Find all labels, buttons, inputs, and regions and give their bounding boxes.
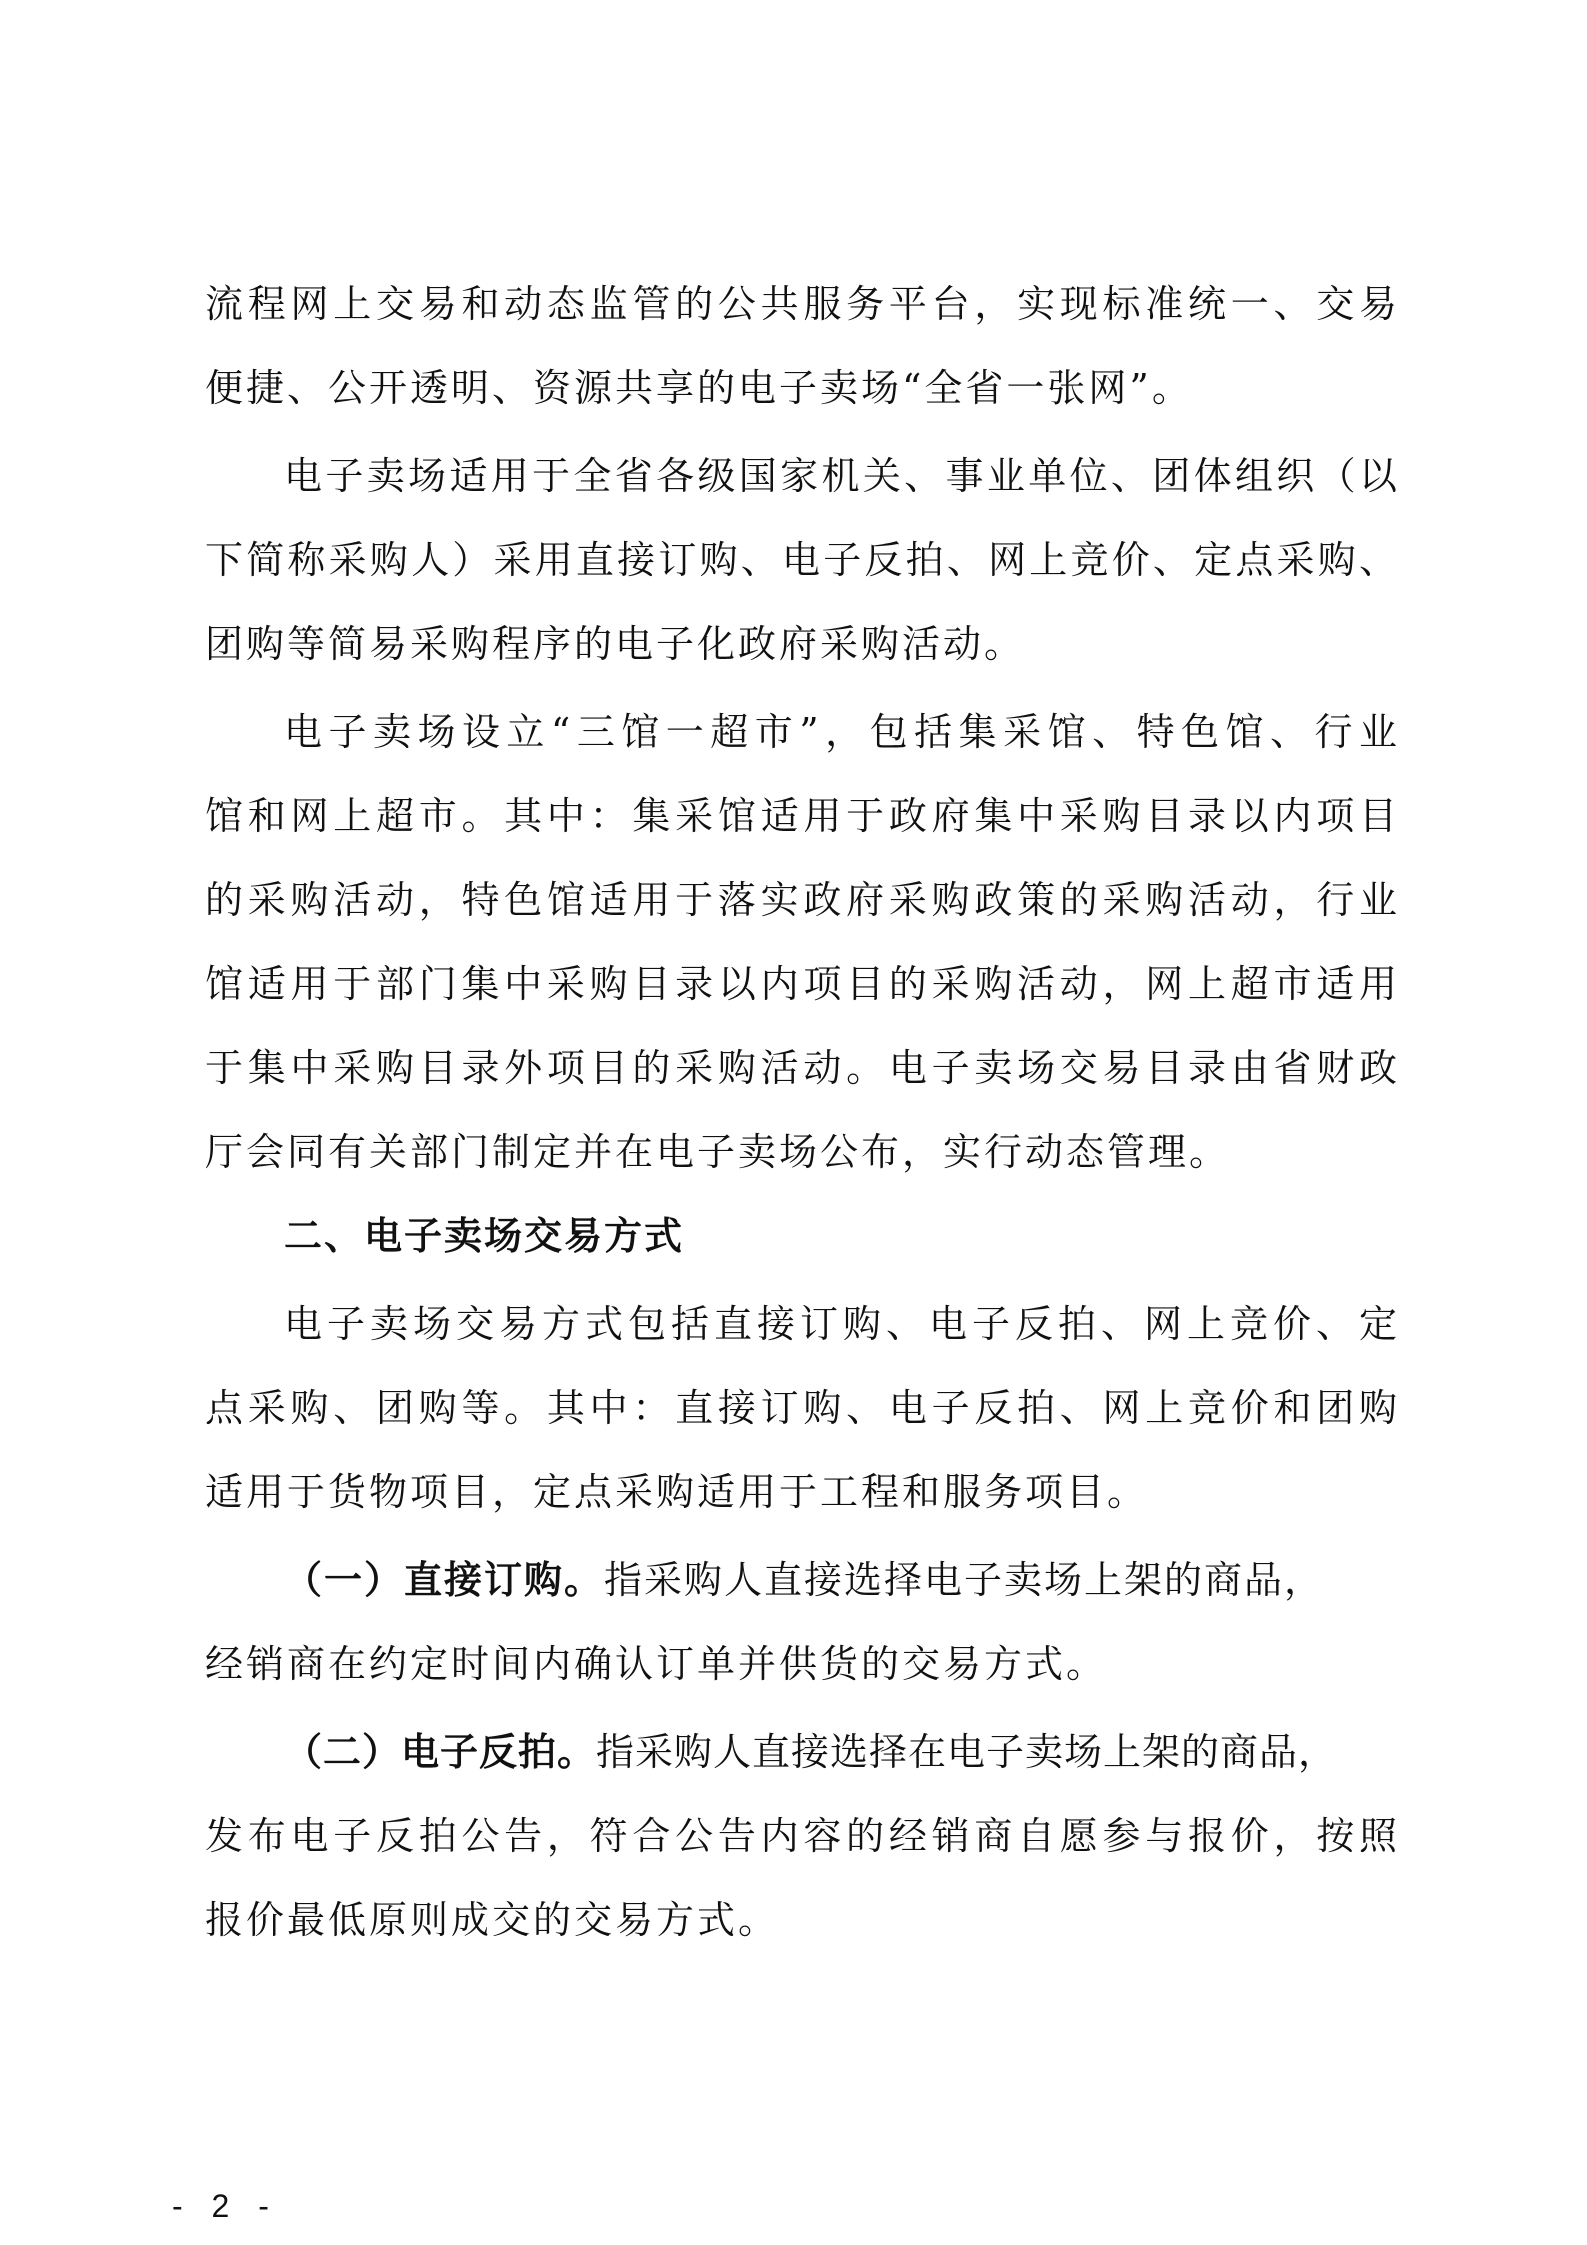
document-page	[205, 262, 1397, 1962]
paragraph-line: 于集中采购目录外项目的采购活动。电子卖场交易目录由省财政	[205, 1046, 1397, 1090]
item-label: （一）直接订购。	[284, 1558, 605, 1602]
paragraph-line: 电子卖场设立“三馆一超市”，包括集采馆、特色馆、行业	[284, 710, 1397, 754]
paragraph-line: 下简称采购人）采用直接订购、电子反拍、网上竞价、定点采购、	[205, 538, 1397, 582]
paragraph-line: 电子卖场交易方式包括直接订购、电子反拍、网上竞价、定	[284, 1302, 1397, 1346]
paragraph-line: 电子卖场适用于全省各级国家机关、事业单位、团体组织（以	[284, 454, 1397, 498]
list-item-direct-order	[205, 1538, 1397, 1622]
paragraph-line: 的采购活动，特色馆适用于落实政府采购政策的采购活动，行业	[205, 878, 1397, 922]
list-item-reverse-auction	[205, 1710, 1397, 1794]
paragraph-line: 点采购、团购等。其中：直接订购、电子反拍、网上竞价和团购	[205, 1386, 1397, 1430]
item-text: 指采购人直接选择电子卖场上架的商品，	[604, 1558, 1325, 1602]
paragraph-line: 便捷、公开透明、资源共享的电子卖场“全省一张网”。	[205, 366, 1193, 410]
paragraph-line: 厅会同有关部门制定并在电子卖场公布，实行动态管理。	[205, 1130, 1231, 1174]
item-text: 指采购人直接选择在电子卖场上架的商品，	[596, 1730, 1338, 1774]
section-heading: 二、电子卖场交易方式	[284, 1214, 685, 1258]
page-number: - 2 -	[172, 2188, 279, 2224]
paragraph-line: 馆适用于部门集中采购目录以内项目的采购活动，网上超市适用	[205, 962, 1397, 1006]
item-label: （二）电子反拍。	[284, 1730, 597, 1774]
paragraph-line: 报价最低原则成交的交易方式。	[205, 1898, 780, 1942]
paragraph-line: 流程网上交易和动态监管的公共服务平台，实现标准统一、交易	[205, 282, 1397, 326]
paragraph-line: 馆和网上超市。其中：集采馆适用于政府集中采购目录以内项目	[205, 794, 1397, 838]
paragraph-line: 适用于货物项目，定点采购适用于工程和服务项目。	[205, 1470, 1149, 1514]
paragraph-line: 经销商在约定时间内确认订单并供货的交易方式。	[205, 1642, 1108, 1686]
paragraph-line: 发布电子反拍公告，符合公告内容的经销商自愿参与报价，按照	[205, 1814, 1397, 1858]
paragraph-line: 团购等简易采购程序的电子化政府采购活动。	[205, 622, 1026, 666]
